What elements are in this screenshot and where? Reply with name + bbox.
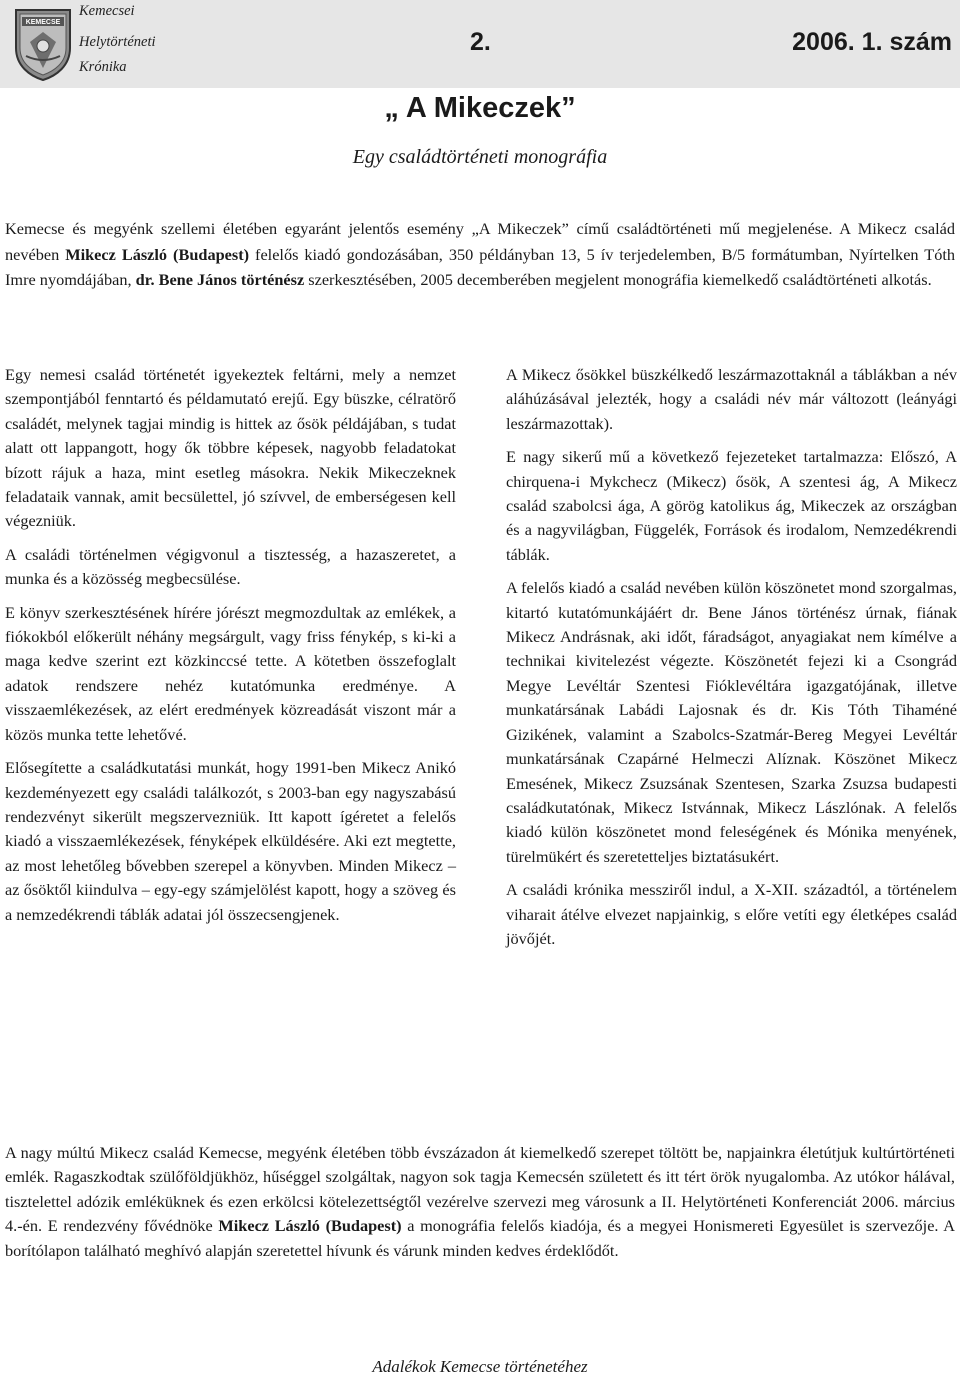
body-paragraph: A Mikecz ősökkel büszkélkedő leszármazottaknál a táblákban a név aláhúzásával jelezték, hogy a családi név már változott (leányági leszármazottak). [506,365,957,433]
body-paragraph: A felelős kiadó a család nevében külön köszönetet mond szorgalmas, kitartó kutatómunkájáért dr. Bene János történész úrnak, fiának Mikecz Andrásnak, aki időt, fáradságot, anyagiakat nem kímélve a technikai kivitelezést végezte. Köszönetét fejezi ki a Csongrád Megye Levéltár Szentesi Fióklevéltára igazgatójának, illetve munkatársának Labádi Lajosnak és dr. Kis Tóth Tihaméné Gizikének, valamint a Szabolcs-Szatmár-Bereg Megyei Levéltár munkatársának Czapárné Helmeczi Alíznak. Köszönet Mikecz Emesének, Mikecz Zsuzsának Szentesen, Szarka Zsuzsa budapesti családkutatónak, Mikecz Istvánnak, Mikecz Lászlónak. A felelős kiadó külön köszönetet mond feleségének és Mónika menyének, türelmükért és szeretetteljes biztatásukért. [506,578,957,866]
closing-paragraph [5,1141,955,1263]
page-header [0,0,960,88]
body-paragraph: Egy nemesi család történetét igyekeztek feltárni, mely a nemzet szempontjából fenntartó és példamutató erejű. Egy büszke, célratörő családét, melynek tagjai mindig is hittek az ősök példájában, s tudat alatt ott lappangott, hogy ők többre képesek, nagyobb feladatokat bízott rájuk a haza, mint esetleg másokra. Nekik Mikeczeknek feladataik vannak, amit becsülettel, jó szívvel, de emberségesen kell végezniük. [5,365,456,531]
editor-name: dr. Bene János történész [135,270,305,289]
body-paragraph: Elősegítette a családkutatási munkát, hogy 1991-ben Mikecz Anikó kezdeményezett egy családi találkozót, s 2003-ban egy nagyszabású rendezvényt sikerült megszervezniük. Itt kapott ígéretet a felelős kiadó a visszaemlékezések, fényképek elküldésére. Aki ezt megtette, az most lehetőleg bővebben szerepel a könyvben. Minden Mikecz – az ősöktől kiindulva – egy-egy számjelölést kapott, hogy a szöveg és a nemzedékrendi táblák adatai jól összecsengjenek. [5,758,456,924]
text-run: szerkesztésében, 2005 decemberében megjelent monográfia kiemelkedő családtörténeti alkotás. [304,270,932,289]
body-paragraph: E könyv szerkesztésének hírére jórészt megmozdultak az emlékek, a fiókokból előkerült néhány megsárgult, vagy friss fénykép, s ki-ki a maga kedve szerint ezt közkinccsé tette. A kötetben összefoglalt adatok rendszere nehéz kutatómunka eredménye. A visszaemlékezések, az elért eredmények közreadását viszont már a közös munka tette lehetővé. [5,602,456,744]
right-column [506,363,957,960]
text-run: Kemecse és megyénk szellemi életében egyaránt jelentős esemény „A Mikeczek” című családtörténeti mű megjelenése. A Mikecz család nevében [5,219,955,264]
svg-text:KEMECSE: KEMECSE [25,19,61,26]
article-title: „ A Mikeczek” [384,92,576,124]
intro-paragraph [5,216,955,293]
town-crest-logo [12,4,74,82]
left-column [5,363,456,936]
publication-name-line-2: Helytörténeti [79,34,156,50]
issue-date: 2006. 1. szám [792,28,952,56]
body-paragraph: A családi történelmen végigvonul a tisztesség, a hazaszeretet, a munka és a közösség megbecsülése. [5,544,456,589]
publication-name-line-3: Krónika [79,59,127,75]
body-paragraph: E nagy sikerű mű a következő fejezeteket tartalmazza: Előszó, A chirquena-i Mykchecz (Mikecz) ősök, A szentesi ág, A Mikecz család szabolcsi ága, A görög katolikus ág, Mikeczek az országban és a nagyvilágban, Függelék, Források és irodalom, Nemzedékrendi táblák. [506,447,957,564]
publisher-name: Mikecz László (Budapest) [65,244,250,264]
publication-name-line-1: Kemecsei [79,3,135,19]
text-run: a monográfia felelős kiadója, és a megyei Honismereti Egyesület is szervezője. A borítólapon található meghívó alapján szeretettel hívunk és várunk minden kedves érdeklődőt. [5,1216,956,1260]
text-run: A nagy múltú Mikecz család Kemecse, megyénk életében több évszázadon át kiemelkedő szerepet töltött be, napjainkra életútjuk kultúrtörténeti emlék. Ragaszkodtak szülőföldjükhöz, hűséggel szolgáltak, nagyon sok tagja Kemecsén született és itt tért örök nyugalomba. Az utókor hálával, tisztelettel adózik emléküknek és ezen erkölcsi kötelezettségtől vezérelve szervezi meg városunk a II. Helytörténeti Konferenciát 2006. március 4.-én. E rendezvény fővédnöke [5,1143,955,1236]
article-subtitle: Egy családtörténeti monográfia [352,146,608,168]
body-paragraph: A családi krónika messziről indul, a X-XII. századtól, a történelem viharait átélve elvezet napjainkig, s előre vetíti egy életképes család jövőjét. [506,880,957,948]
patron-name: Mikecz László (Budapest) [218,1216,402,1236]
page-footer: Adalékok Kemecse történetéhez [372,1357,588,1376]
text-run: felelős kiadó gondozásában, 350 példányban 13, 5 ív terjedelemben, B/5 formátumban, Nyírtelken Tóth Imre nyomdájában, [5,244,955,289]
issue-number: 2. [470,28,491,56]
